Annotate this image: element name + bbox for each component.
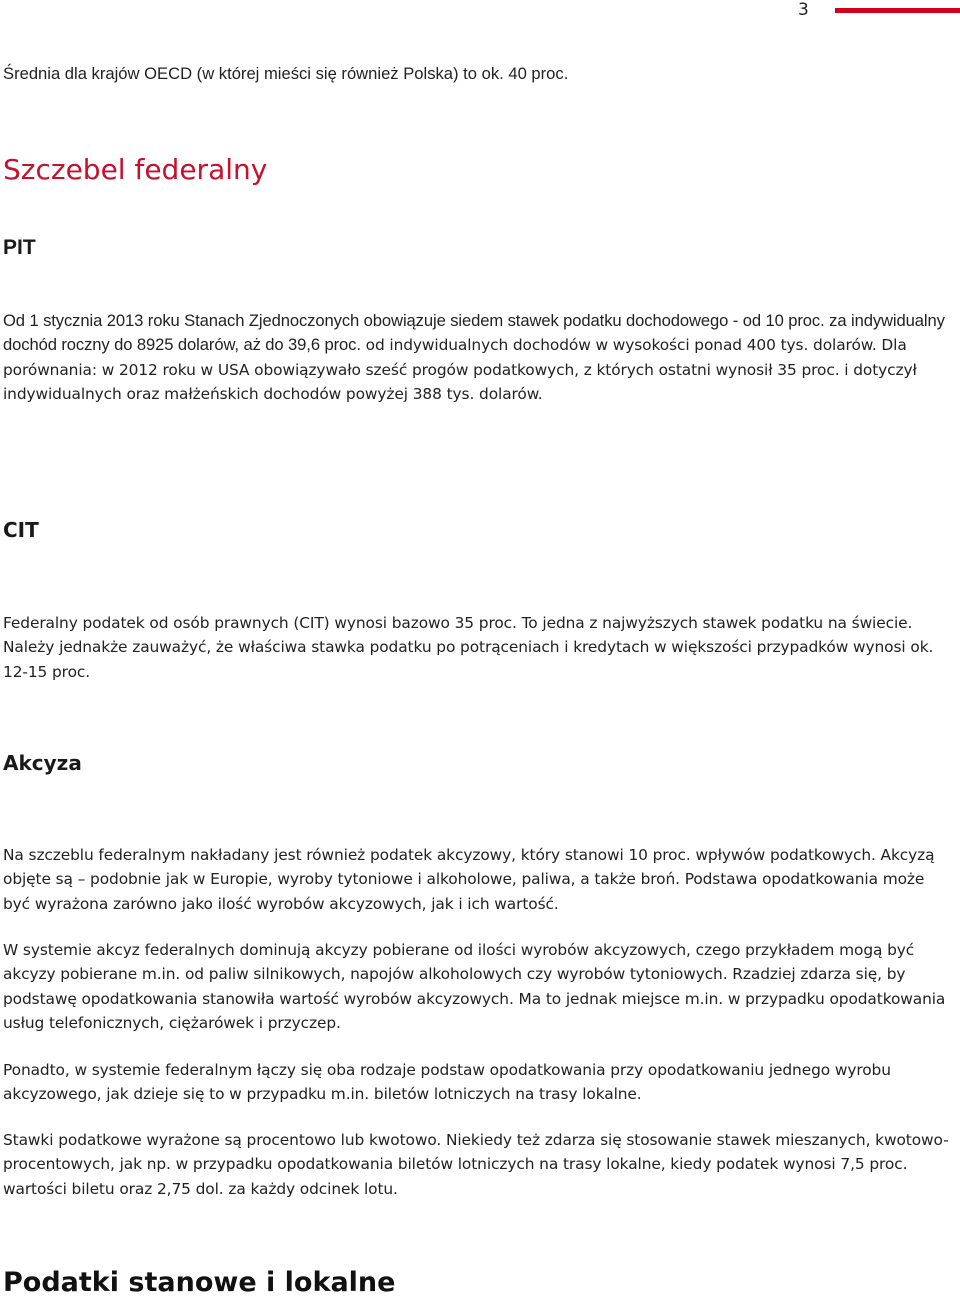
- heading-pit: PIT: [3, 236, 36, 259]
- section-title-state-local: Podatki stanowe i lokalne: [3, 1267, 396, 1298]
- page-number: 3: [798, 0, 809, 20]
- intro-sentence: Średnia dla krajów OECD (w której mieści się również Polska) to ok. 40 proc.: [3, 64, 569, 83]
- heading-akcyza: Akcyza: [3, 751, 82, 775]
- pit-paragraph-part2: od indywidualnych dochodów w wysokości ponad 400 tys. dolarów. Dla porównania: w 2012 roku w USA obowiązywało sześć progów podatkowych, z których ostatni wynosił 35 proc. i dotyczył indywidualnych oraz małżeńskich dochodów powyżej 388 tys. dolarów.: [3, 336, 917, 403]
- akcyza-paragraph-4: Stawki podatkowe wyrażone są procentowo lub kwotowo. Niekiedy też zdarza się stosowanie stawek mieszanych, kwotowo-procentowych, jak np. w przypadku opodatkowania biletów lotniczych na trasy lokalne, kiedy podatek wynosi 7,5 proc. wartości biletu oraz 2,75 dol. za każdy odcinek lotu.: [3, 1131, 949, 1198]
- akcyza-paragraph-1: Na szczeblu federalnym nakładany jest również podatek akcyzowy, który stanowi 10 proc. wpływów podatkowych. Akcyzą objęte są – podobnie jak w Europie, wyroby tytoniowe i alkoholowe, paliwa, a także broń. Podstawa opodatkowania może być wyrażona zarówno jako ilość wyrobów akcyzowych, jak i ich wartość.: [3, 846, 935, 913]
- header-accent-bar: [835, 8, 960, 13]
- akcyza-paragraph-2: W systemie akcyz federalnych dominują akcyzy pobierane od ilości wyrobów akcyzowych, czego przykładem mogą być akcyzy pobierane m.in. od paliw silnikowych, napojów alkoholowych czy wyrobów tytoniowych. Rzadziej zdarza się, by podstawę opodatkowania stanowiła wartość wyrobów akcyzowych. Ma to jednak miejsce m.in. w przypadku opodatkowania usług telefonicznych, ciężarówek i przyczep.: [3, 941, 946, 1032]
- section-title-federal: Szczebel federalny: [3, 153, 268, 186]
- pit-paragraph: [3, 309, 956, 406]
- heading-cit: CIT: [3, 518, 39, 542]
- pit-paragraph-part1: Od 1 stycznia 2013 roku Stanach Zjednoczonych obowiązuje siedem stawek podatku dochodowego - od 10 proc. za indywidualny dochód roczny do 8925 dolarów, aż do 39,6 proc.: [3, 311, 945, 355]
- cit-paragraph: Federalny podatek od osób prawnych (CIT) wynosi bazowo 35 proc. To jedna z najwyższych stawek podatku na świecie. Należy jednakże zauważyć, że właściwa stawka podatku po potrąceniach i kredytach w większości przypadków wynosi ok. 12-15 proc.: [3, 614, 934, 681]
- akcyza-paragraph-3: Ponadto, w systemie federalnym łączy się oba rodzaje podstaw opodatkowania przy opodatkowaniu jednego wyrobu akcyzowego, jak dzieje się to w przypadku m.in. biletów lotniczych na trasy lokalne.: [3, 1061, 891, 1104]
